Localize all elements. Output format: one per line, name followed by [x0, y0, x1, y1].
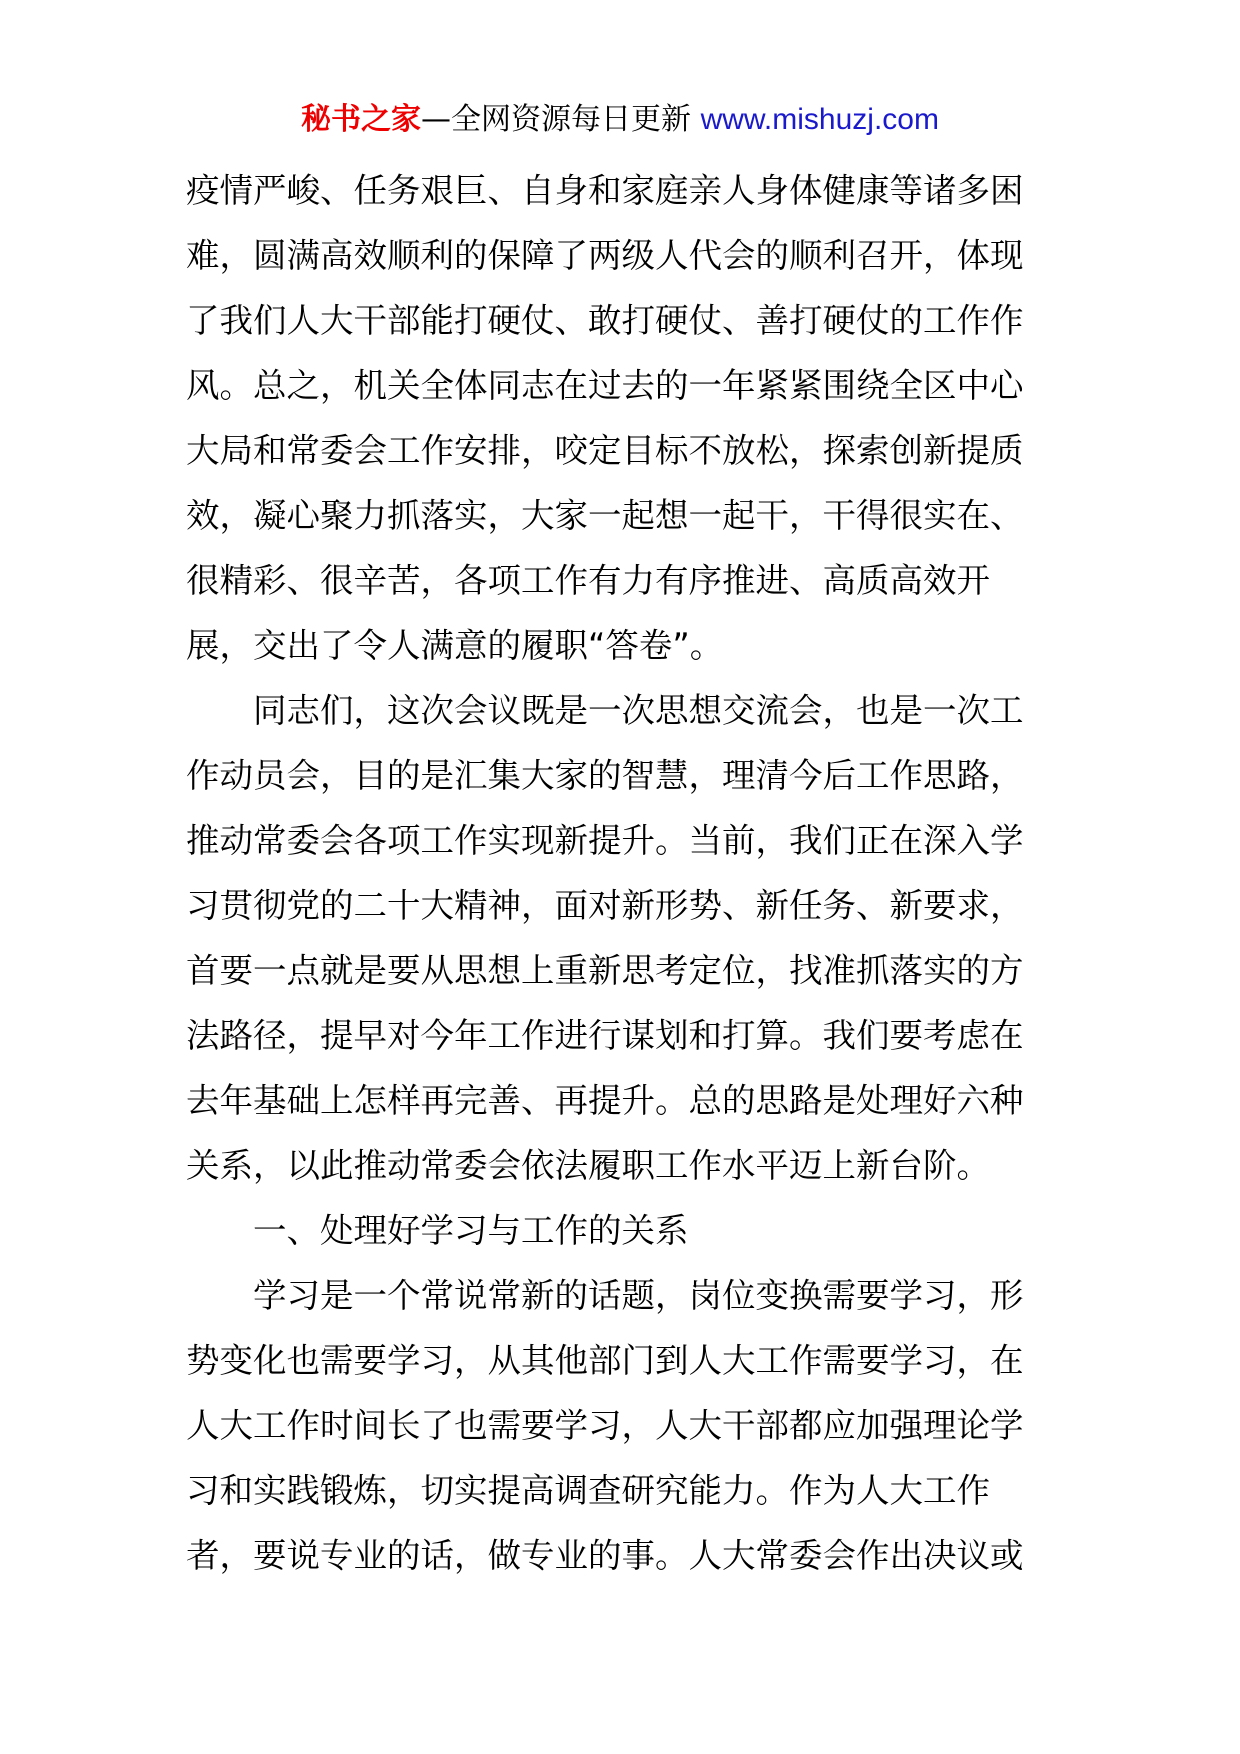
text-line: 人大工作时间长了也需要学习，人大干部都应加强理论学 [186, 1406, 1024, 1445]
brand-name: 秘书之家 [301, 102, 422, 137]
page-header [0, 100, 1240, 140]
text-line: 势变化也需要学习，从其他部门到人大工作需要学习，在 [186, 1341, 1024, 1380]
text-line: 者，要说专业的话，做专业的事。人大常委会作出决议或 [186, 1536, 1024, 1575]
text-line: 推动常委会各项工作实现新提升。当前，我们正在深入学 [186, 821, 1024, 860]
text-line: 首要一点就是要从思想上重新思考定位，找准抓落实的方 [186, 951, 1024, 990]
paragraph-first-line: 同志们，这次会议既是一次思想交流会，也是一次工 [253, 691, 1024, 730]
document-body [186, 169, 1066, 1599]
text-line: 大局和常委会工作安排，咬定目标不放松，探索创新提质 [186, 431, 1024, 470]
text-line: 关系，以此推动常委会依法履职工作水平迈上新台阶。 [186, 1146, 990, 1185]
text-line: 疫情严峻、任务艰巨、自身和家庭亲人身体健康等诸多困 [186, 171, 1024, 210]
text-line: 习和实践锻炼，切实提高调查研究能力。作为人大工作 [186, 1471, 990, 1510]
text-line: 难，圆满高效顺利的保障了两级人代会的顺利召开，体现 [186, 236, 1024, 275]
text-line: 展，交出了令人满意的履职“答卷”。 [186, 626, 724, 665]
text-line: 了我们人大干部能打硬仗、敢打硬仗、善打硬仗的工作作 [186, 301, 1024, 340]
text-line: 风。总之，机关全体同志在过去的一年紧紧围绕全区中心 [186, 366, 1024, 405]
text-line: 很精彩、很辛苦，各项工作有力有序推进、高质高效开 [186, 561, 990, 600]
paragraph-first-line: 学习是一个常说常新的话题，岗位变换需要学习，形 [253, 1276, 1024, 1315]
text-line: 去年基础上怎样再完善、再提升。总的思路是处理好六种 [186, 1081, 1024, 1120]
site-url-link[interactable]: www.mishuzj.com [700, 103, 939, 136]
header-tagline: —全网资源每日更新 [421, 102, 692, 137]
text-line: 作动员会，目的是汇集大家的智慧，理清今后工作思路， [186, 756, 1024, 795]
text-line: 效，凝心聚力抓落实，大家一起想一起干，干得很实在、 [186, 496, 1024, 535]
section-heading: 一、处理好学习与工作的关系 [253, 1211, 689, 1250]
text-line: 法路径，提早对今年工作进行谋划和打算。我们要考虑在 [186, 1016, 1024, 1055]
text-line: 习贯彻党的二十大精神，面对新形势、新任务、新要求， [186, 886, 1024, 925]
